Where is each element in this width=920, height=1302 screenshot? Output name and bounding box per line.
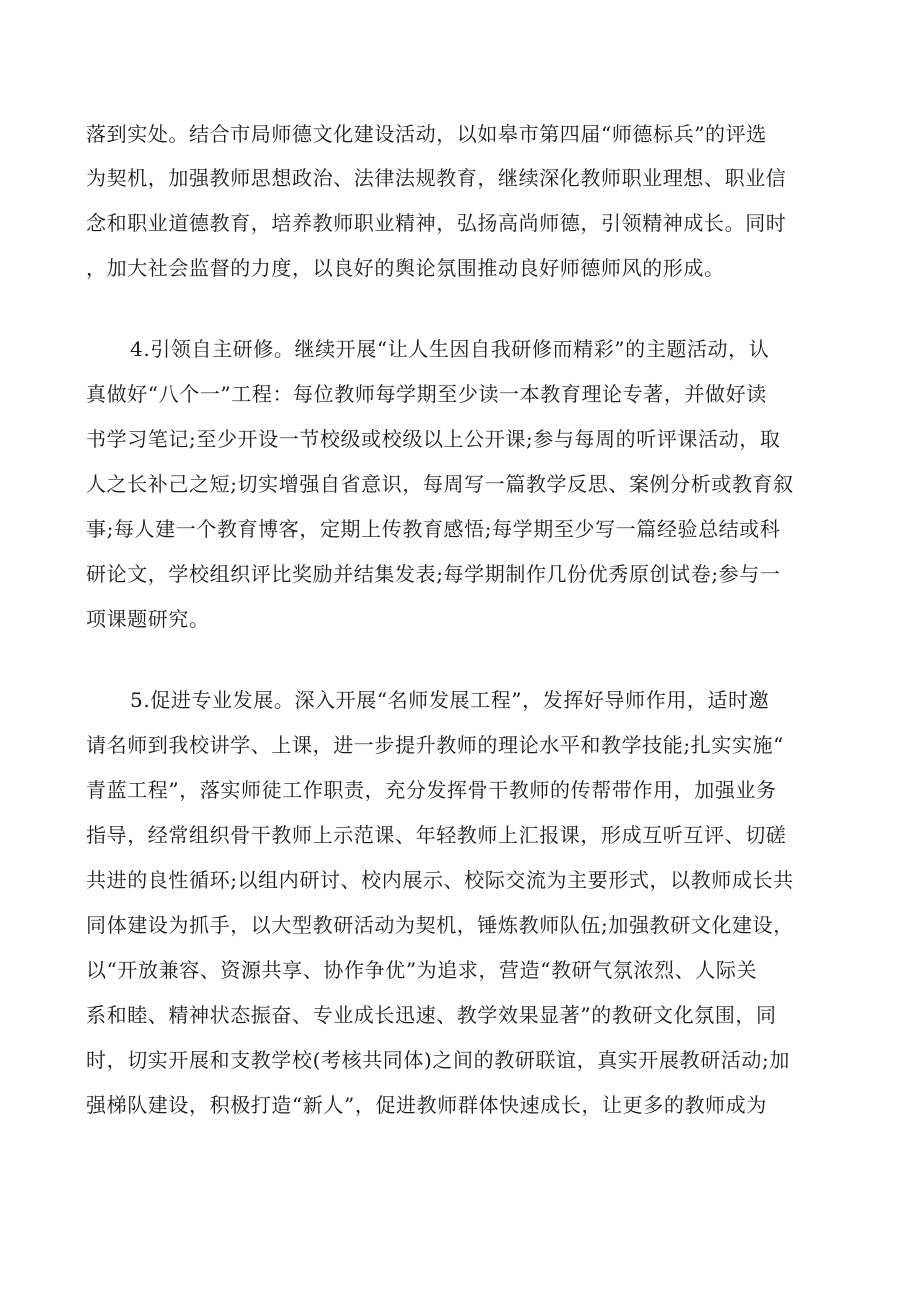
paragraph-1-line-1: 落到实处。结合市局师德文化建设活动，以如皋市第四届“师德标兵”的评选 bbox=[86, 122, 767, 146]
paragraph-3-line-2: 请名师到我校讲学、上课，进一步提升教师的理论水平和教学技能;扎实实施“ bbox=[86, 733, 784, 757]
paragraph-2-line-2: 真做好“八个一”工程：每位教师每学期至少读一本教育理论专著，并做好读 bbox=[86, 382, 767, 406]
paragraph-3-line-1: 5.促进专业发展。深入开展“名师发展工程”，发挥好导师作用，适时邀 bbox=[130, 688, 770, 712]
paragraph-3-line-5: 共进的良性循环;以组内研讨、校内展示、校际交流为主要形式，以教师成长共 bbox=[86, 868, 794, 892]
paragraph-1-line-2: 为契机，加强教师思想政治、法律法规教育，继续深化教师职业理想、职业信 bbox=[86, 166, 787, 190]
paragraph-3-line-7: 以“开放兼容、资源共享、协作争优”为追求，营造“教研气氛浓烈、人际关 bbox=[86, 958, 758, 982]
paragraph-3-line-9: 时，切实开展和支教学校(考核共同体)之间的教研联谊，真实开展教研活动;加 bbox=[86, 1048, 790, 1072]
paragraph-3-line-4: 指导，经常组织骨干教师上示范课、年轻教师上汇报课，形成互听互评、切磋 bbox=[86, 823, 787, 847]
paragraph-1-line-3: 念和职业道德教育，培养教师职业精神，弘扬高尚师德，引领精神成长。同时 bbox=[86, 211, 787, 235]
paragraph-3-line-3: 青蓝工程”，落实师徒工作职责，充分发挥骨干教师的传帮带作用，加强业务 bbox=[86, 778, 777, 802]
paragraph-2-line-5: 事;每人建一个教育博客，定期上传教育感悟;每学期至少写一篇经验总结或科 bbox=[86, 517, 781, 541]
paragraph-3-line-8: 系和睦、精神状态振奋、专业成长迅速、教学效果显著”的教研文化氛围，同 bbox=[86, 1003, 777, 1027]
paragraph-2-line-6: 研论文，学校组织评比奖励并结集发表;每学期制作几份优秀原创试卷;参与一 bbox=[86, 562, 781, 586]
paragraph-2-line-1: 4.引领自主研修。继续开展“让人生因自我研修而精彩”的主题活动，认 bbox=[130, 337, 770, 361]
paragraph-3-line-6: 同体建设为抓手，以大型教研活动为契机，锤炼教师队伍;加强教研文化建设， bbox=[86, 913, 794, 937]
paragraph-2-line-4: 人之长补己之短;切实增强自省意识，每周写一篇教学反思、案例分析或教育叙 bbox=[86, 472, 794, 496]
paragraph-3-line-10: 强梯队建设，积极打造“新人”，促进教师群体快速成长，让更多的教师成为 bbox=[86, 1093, 767, 1117]
paragraph-2-line-7: 项课题研究。 bbox=[86, 607, 210, 631]
paragraph-1-line-4: ，加大社会监督的力度，以良好的舆论氛围推动良好师德师风的形成。 bbox=[86, 256, 725, 280]
paragraph-2-line-3: 书学习笔记;至少开设一节校级或校级以上公开课;参与每周的听评课活动，取 bbox=[86, 427, 781, 451]
